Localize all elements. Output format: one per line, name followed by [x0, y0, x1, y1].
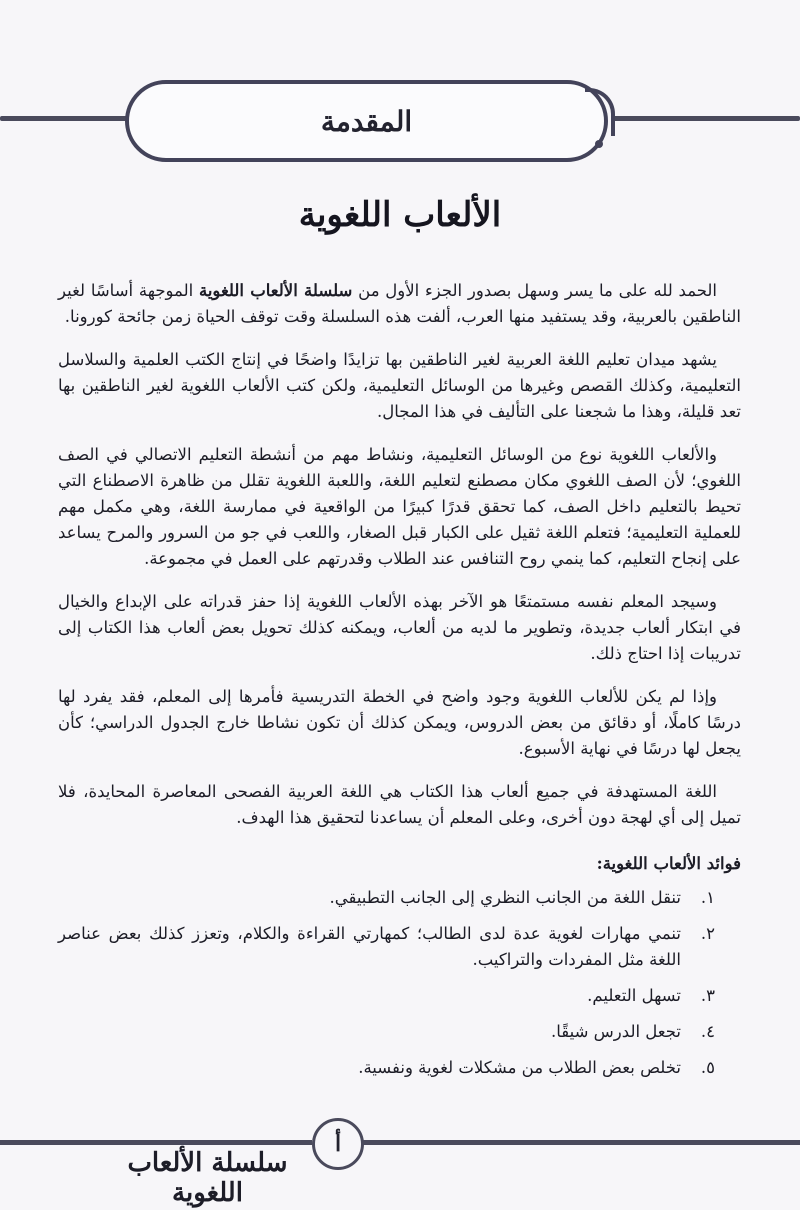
benefits-heading: فوائد الألعاب اللغوية: — [596, 854, 741, 873]
list-item-number: ٥. — [700, 1058, 715, 1077]
section-header-box — [125, 80, 608, 162]
list-item-text: تنمي مهارات لغوية عدة لدى الطالب؛ كمهارتي القراءة والكلام، وتعزز كذلك بعض عناصر اللغة مثل المفردات والتراكيب. — [58, 924, 681, 969]
list-item-text: تنقل اللغة من الجانب النظري إلى الجانب التطبيقي. — [329, 888, 681, 907]
header-ornament-dot — [595, 140, 603, 148]
header-rule-left — [0, 116, 128, 121]
paragraph-4: وسيجد المعلم نفسه مستمتعًا هو الآخر بهذه الألعاب اللغوية إذا حفز قدراته على الإبداع والخيال في ابتكار ألعاب جديدة، وتطوير ما لديه من ألعاب، ويمكنه كذلك تحويل بعض ألعاب هذا الكتاب إلى تدريبات إذا احتاج ذلك. — [58, 592, 741, 663]
page-number: أ — [312, 1118, 364, 1170]
footer-rule-right — [362, 1140, 800, 1145]
footer-rule-left — [0, 1140, 312, 1145]
header-rule-right — [612, 116, 800, 121]
header-ornament — [585, 88, 615, 136]
list-item — [58, 1019, 741, 1045]
footer-series-title: سلسلة الألعاب اللغوية — [127, 1148, 288, 1208]
paragraph-2: يشهد ميدان تعليم اللغة العربية لغير الناطقين بها تزايدًا واضحًا في إنتاج الكتب العلمية والسلاسل التعليمية، وكذلك القصص وغيرها من الوسائل التعليمية، ولكن كتب الألعاب اللغوية لغير الناطقين بها تعد قليلة، وهذا ما شجعنا على التأليف في هذا المجال. — [58, 350, 741, 421]
body-text — [58, 278, 741, 1091]
paragraph-1-pre: الحمد لله على ما يسر وسهل بصدور الجزء الأول من — [352, 281, 718, 300]
benefits-list — [58, 885, 741, 1081]
series-name-bold: سلسلة الألعاب اللغوية — [198, 281, 353, 300]
list-item-text: تخلص بعض الطلاب من مشكلات لغوية ونفسية. — [358, 1058, 681, 1077]
list-item — [58, 1055, 741, 1081]
paragraph-6: اللغة المستهدفة في جميع ألعاب هذا الكتاب هي اللغة العربية الفصحى المعاصرة المحايدة، فلا تميل إلى أي لهجة دون أخرى، وعلى المعلم أن يساعدنا لتحقيق هذا الهدف. — [58, 782, 741, 827]
paragraph-5: وإذا لم يكن للألعاب اللغوية وجود واضح في الخطة التدريسية فأمرها إلى المعلم، فقد يفرد لها درسًا كاملًا، أو دقائق من بعض الدروس، ويمكن كذلك أن تكون نشاطا خارج الجدول الدراسي؛ كأن يجعل لها درسًا في نهاية الأسبوع. — [58, 687, 741, 758]
list-item-number: ٢. — [700, 924, 715, 943]
paragraph-1 — [58, 278, 741, 330]
list-item-number: ٤. — [700, 1022, 715, 1041]
section-title: المقدمة — [320, 104, 413, 138]
page-title: الألعاب اللغوية — [298, 195, 502, 235]
list-item-number: ١. — [700, 888, 715, 907]
paragraph-1-post: الموجهة أساسًا لغير الناطقين بالعربية، وقد يستفيد منها العرب، ألفت هذه السلسلة وقت توقف الحياة زمن جائحة كورونا. — [58, 281, 741, 326]
list-item — [58, 885, 741, 911]
list-item — [58, 983, 741, 1009]
paragraph-3: والألعاب اللغوية نوع من الوسائل التعليمية، ونشاط مهم من أنشطة التعليم الاتصالي في الصف اللغوي؛ لأن الصف اللغوي مكان مصطنع لتعليم اللغة، واللعبة اللغوية تقلل من ظاهرة الاصطناع التي تحيط بالتعليم داخل الصف، كما تحقق قدرًا كبيرًا من الواقعية في ممارسة اللغة، وهي مكمل مهم للعملية التعليمية؛ فتعلم اللغة ثقيل على الكبار قبل الصغار، واللعب في جو من السرور والمرح يساعد على إنجاح التعليم، كما ينمي روح التنافس عند الطلاب وقدرتهم على العمل في مجموعة. — [58, 445, 741, 568]
list-item — [58, 921, 741, 973]
list-item-text: تجعل الدرس شيقًا. — [551, 1022, 681, 1041]
list-item-text: تسهل التعليم. — [587, 986, 681, 1005]
list-item-number: ٣. — [700, 986, 715, 1005]
